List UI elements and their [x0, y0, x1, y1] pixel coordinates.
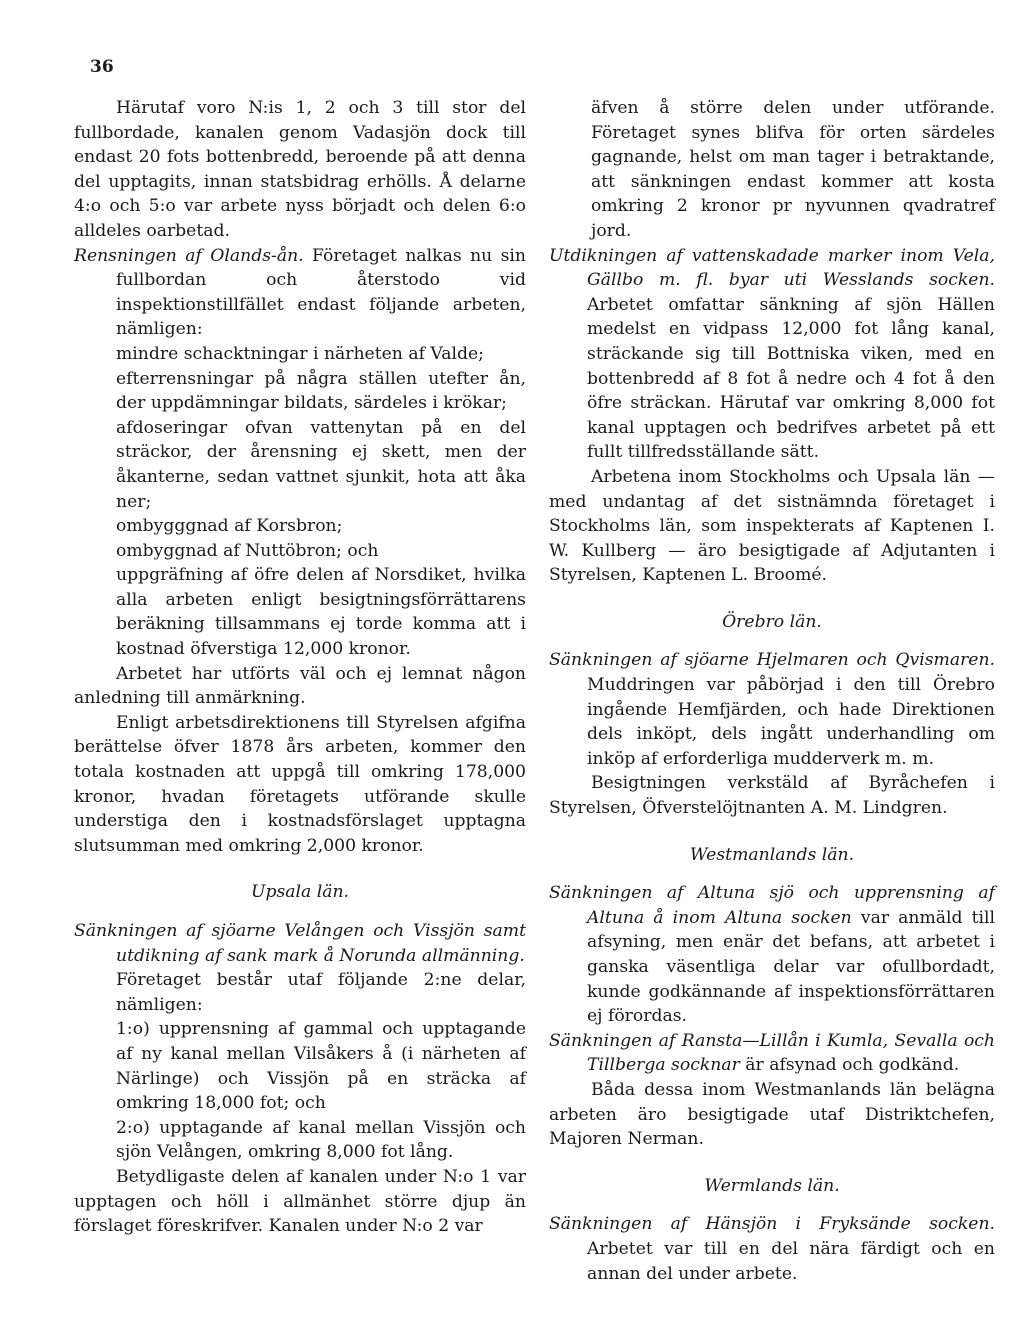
section-title: Sänkningen af Ransta—Lillån i Kumla, Sevalla och Tillberga socknar — [549, 1030, 995, 1076]
paragraph-text: är afsynad och godkänd. — [739, 1055, 960, 1076]
paragraph — [549, 1212, 995, 1286]
section-heading: Örebro län. — [722, 611, 822, 632]
list-item: 1:o) upprensning af gammal och upptagande af ny kanal mellan Vilsåkers å (i närheten af Närlinge) och Vissjön på en sträcka af omkring 18,000 fot; och — [116, 1019, 526, 1114]
left-column — [74, 96, 526, 1239]
paragraph: Arbetet har utförts väl och ej lemnat någon anledning till anmärkning. — [74, 663, 526, 709]
section-title: Sänkningen af Hänsjön i Fryksände socken. — [549, 1214, 995, 1235]
paragraph-text: Arbetet var till en del nära färdigt och en annan del under arbete. — [587, 1238, 995, 1284]
page-number: 36 — [90, 57, 114, 77]
list-item: ombyggnad af Nuttöbron; och — [116, 540, 379, 561]
list-item: afdoseringar ofvan vattenytan på en del sträckor, der årensning ej skett, men der åkanterne, sedan vattnet sjunkit, hota att åka ner; — [116, 417, 526, 512]
section-heading: Westmanlands län. — [689, 844, 855, 865]
paragraph: Företaget består utaf följande 2:ne delar, nämligen: — [116, 970, 526, 1015]
section-title: Rensningen af Olands-ån. — [74, 245, 304, 266]
paragraph: Båda dessa inom Westmanlands län belägna arbeten äro besigtigade utaf Distriktchefen, Majoren Nerman. — [549, 1079, 995, 1150]
paragraph: Enligt arbetsdirektionens till Styrelsen afgifna berättelse öfver 1878 års arbeten, kommer den totala kostnaden att uppgå till omkring 178,000 kronor, hvadan företagets utförande skulle understiga den i kostnadsförslaget upptagna slutsumman med omkring 2,000 kronor. — [74, 712, 526, 856]
section-title: Utdikningen af vattenskadade marker inom Vela, Gällbo m. fl. byar uti Wesslands socken. — [549, 245, 995, 291]
paragraph — [549, 648, 995, 771]
paragraph — [74, 244, 526, 342]
list-item: ombygggnad af Korsbron; — [116, 516, 343, 537]
section-heading: Upsala län. — [250, 882, 350, 903]
paragraph: Betydligaste delen af kanalen under N:o 1 var upptagen och höll i allmänhet större djup än förslaget föreskrifver. Kanalen under N:o 2 var — [74, 1166, 526, 1237]
section-title: Sänkningen af sjöarne Velången och Vissjön samt utdikning af sank mark å Norunda allmänning. — [74, 921, 526, 966]
list-item: uppgräfning af öfre delen af Norsdiket, hvilka alla arbeten enligt besigtningsförrättarens beräkning tillsammans ej torde komma att i kostnad öfverstiga 12,000 kronor. — [116, 565, 526, 660]
section-title: Sänkningen af Altuna sjö och upprensning af Altuna å inom Altuna socken — [549, 883, 995, 928]
paragraph-text: var anmäld till afsyning, men enär det befans, att arbetet i ganska väsentliga delar var ofullbordadt, kunde godkännande af inspektionsförrättaren ej förordas. — [587, 907, 996, 1027]
paragraph: äfven å större delen under utförande. Företaget synes blifva för orten särdeles gagnande, helst om man tager i betraktande, att sänkningen endast kommer att kosta omkring 2 kronor pr nyvunnen qvadratref jord. — [591, 98, 995, 241]
paragraph-text: Arbetet omfattar sänkning af sjön Hällen medelst en vidpass 12,000 fot lång kanal, sträckande sig till Bottniska viken, med en bottenbredd af 8 fot å nedre och 4 fot å den öfre sträckan. Härutaf var omkring 8,000 fot kanal upptagen och bedrifves arbetet på ett fullt tillfredsställande sätt. — [587, 294, 995, 463]
list-item: 2:o) upptagande af kanal mellan Vissjön och sjön Velången, omkring 8,000 fot lång. — [116, 1117, 526, 1163]
right-column — [549, 96, 995, 1286]
paragraph: Arbetena inom Stockholms och Upsala län — med undantag af det sistnämnda företaget i Stockholms län, som inspekterats af Kaptenen I. W. Kullberg — äro besigtigade af Adjutanten i Styrelsen, Kaptenen L. Broomé. — [549, 466, 995, 586]
paragraph — [549, 1029, 995, 1078]
list-item: efterrensningar på några ställen utefter ån, der uppdämningar bildats, särdeles i krökar; — [116, 368, 526, 414]
paragraph: Härutaf voro N:is 1, 2 och 3 till stor del fullbordade, kanalen genom Vadasjön dock till endast 20 fots bottenbredd, beroende på att denna del upptagits, innan statsbidrag erhölls. Å delarne 4:o och 5:o var arbete nyss börjadt och delen 6:o alldeles oarbetad. — [74, 98, 526, 241]
section-title: Sänkningen af sjöarne Hjelmaren och Qvismaren. — [549, 650, 995, 671]
paragraph-text: Företaget nalkas nu sin fullbordan och återstodo vid inspektionstillfället endast följande arbeten, nämligen: — [116, 245, 526, 340]
paragraph — [549, 244, 995, 465]
section-heading: Wermlands län. — [704, 1175, 840, 1196]
paragraph: Besigtningen verkstäld af Byråchefen i Styrelsen, Öfverstelöjtnanten A. M. Lindgren. — [549, 773, 995, 819]
paragraph-text: Muddringen var påbörjad i den till Örebro ingående Hemfjärden, och hade Direktionen dels inköpt, dels ingått underhandling om inköp af erforderliga mudderverk m. m. — [587, 675, 995, 769]
list-item: mindre schacktningar i närheten af Valde; — [116, 343, 484, 364]
paragraph — [549, 881, 995, 1029]
